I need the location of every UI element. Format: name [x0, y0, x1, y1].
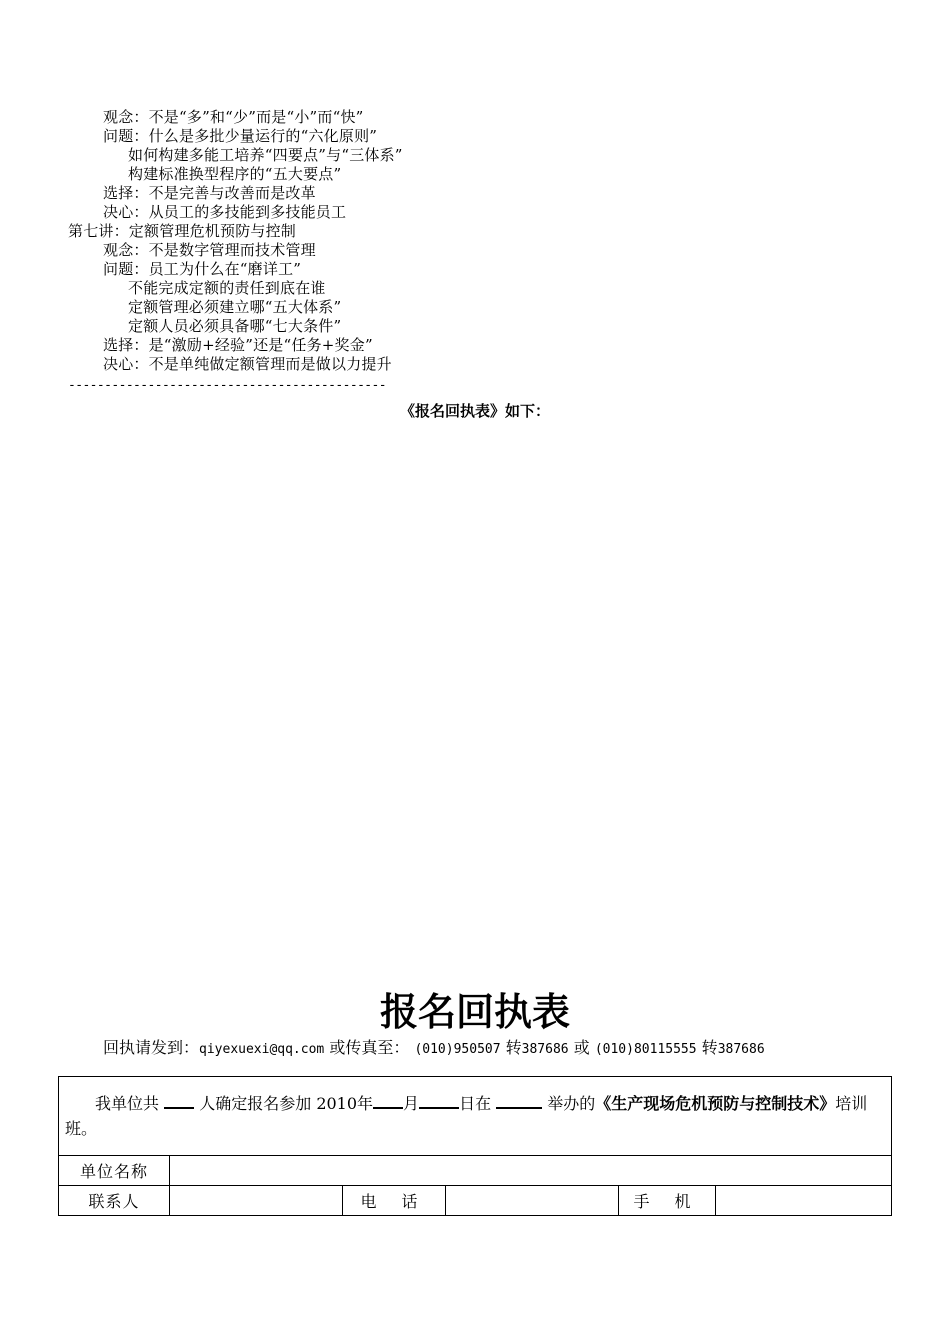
day-blank[interactable] — [419, 1093, 459, 1109]
mobile-label: 手 机 — [619, 1186, 716, 1216]
statement-text: 我单位共 人确定报名参加 2010年 月 日在 举办的《生产现场危机预防与控制技术》培训班。 — [65, 1094, 868, 1138]
unit-name-field[interactable] — [170, 1156, 892, 1186]
phone-field[interactable] — [446, 1186, 619, 1216]
ext-number-1: 387686 — [521, 1042, 569, 1057]
outline-line: 观念：不是数字管理而技术管理 — [103, 241, 316, 259]
fax-label: 或传真至： — [329, 1038, 410, 1057]
lecture-heading: 第七讲：定额管理危机预防与控制 — [68, 222, 297, 240]
registration-table — [58, 1076, 892, 1216]
outline-line: 不能完成定额的责任到底在谁 — [128, 279, 326, 297]
separator-line: -------------------------------------------- — [68, 378, 386, 393]
ext-number-2: 387686 — [717, 1042, 765, 1057]
form-intro: 《报名回执表》如下： — [399, 402, 550, 420]
phone-label: 电 话 — [343, 1186, 446, 1216]
or-text: 或 — [573, 1038, 590, 1057]
contact-person-label: 联系人 — [59, 1186, 170, 1216]
ext-label: 转 — [701, 1038, 718, 1057]
registration-statement — [59, 1077, 892, 1156]
month-blank[interactable] — [373, 1093, 403, 1109]
contact-person-field[interactable] — [170, 1186, 343, 1216]
location-blank[interactable] — [496, 1093, 542, 1109]
contact-line — [103, 1035, 765, 1058]
outline-line: 选择：不是完善与改善而是改革 — [103, 184, 316, 202]
outline-line: 观念：不是“多”和“少”而是“小”而“快” — [103, 108, 364, 126]
fax-number-1: (010)950507 — [414, 1042, 501, 1057]
unit-name-label: 单位名称 — [59, 1156, 170, 1186]
form-title: 报名回执表 — [379, 990, 570, 1034]
outline-line: 如何构建多能工培养“四要点”与“三体系” — [128, 146, 403, 164]
outline-line: 定额人员必须具备哪“七大条件” — [128, 317, 342, 335]
outline-line: 问题：员工为什么在“磨详工” — [103, 260, 302, 278]
outline-line: 选择：是“激励+经验”还是“任务+奖金” — [103, 336, 373, 354]
outline-line: 决心：不是单纯做定额管理而是做以力提升 — [103, 355, 392, 373]
outline-line: 定额管理必须建立哪“五大体系” — [128, 298, 342, 316]
course-name: 《生产现场危机预防与控制技术》 — [595, 1094, 836, 1113]
ext-label: 转 — [505, 1038, 522, 1057]
outline-line: 问题：什么是多批少量运行的“六化原则” — [103, 127, 378, 145]
mobile-field[interactable] — [716, 1186, 892, 1216]
outline-line: 构建标准换型程序的“五大要点” — [128, 165, 342, 183]
fax-number-2: (010)80115555 — [594, 1042, 697, 1057]
email-address[interactable]: qiyexuexi@qq.com — [199, 1042, 325, 1057]
attendee-count-blank[interactable] — [164, 1093, 194, 1109]
outline-line: 决心：从员工的多技能到多技能员工 — [103, 203, 347, 221]
contact-prefix: 回执请发到： — [103, 1038, 200, 1057]
